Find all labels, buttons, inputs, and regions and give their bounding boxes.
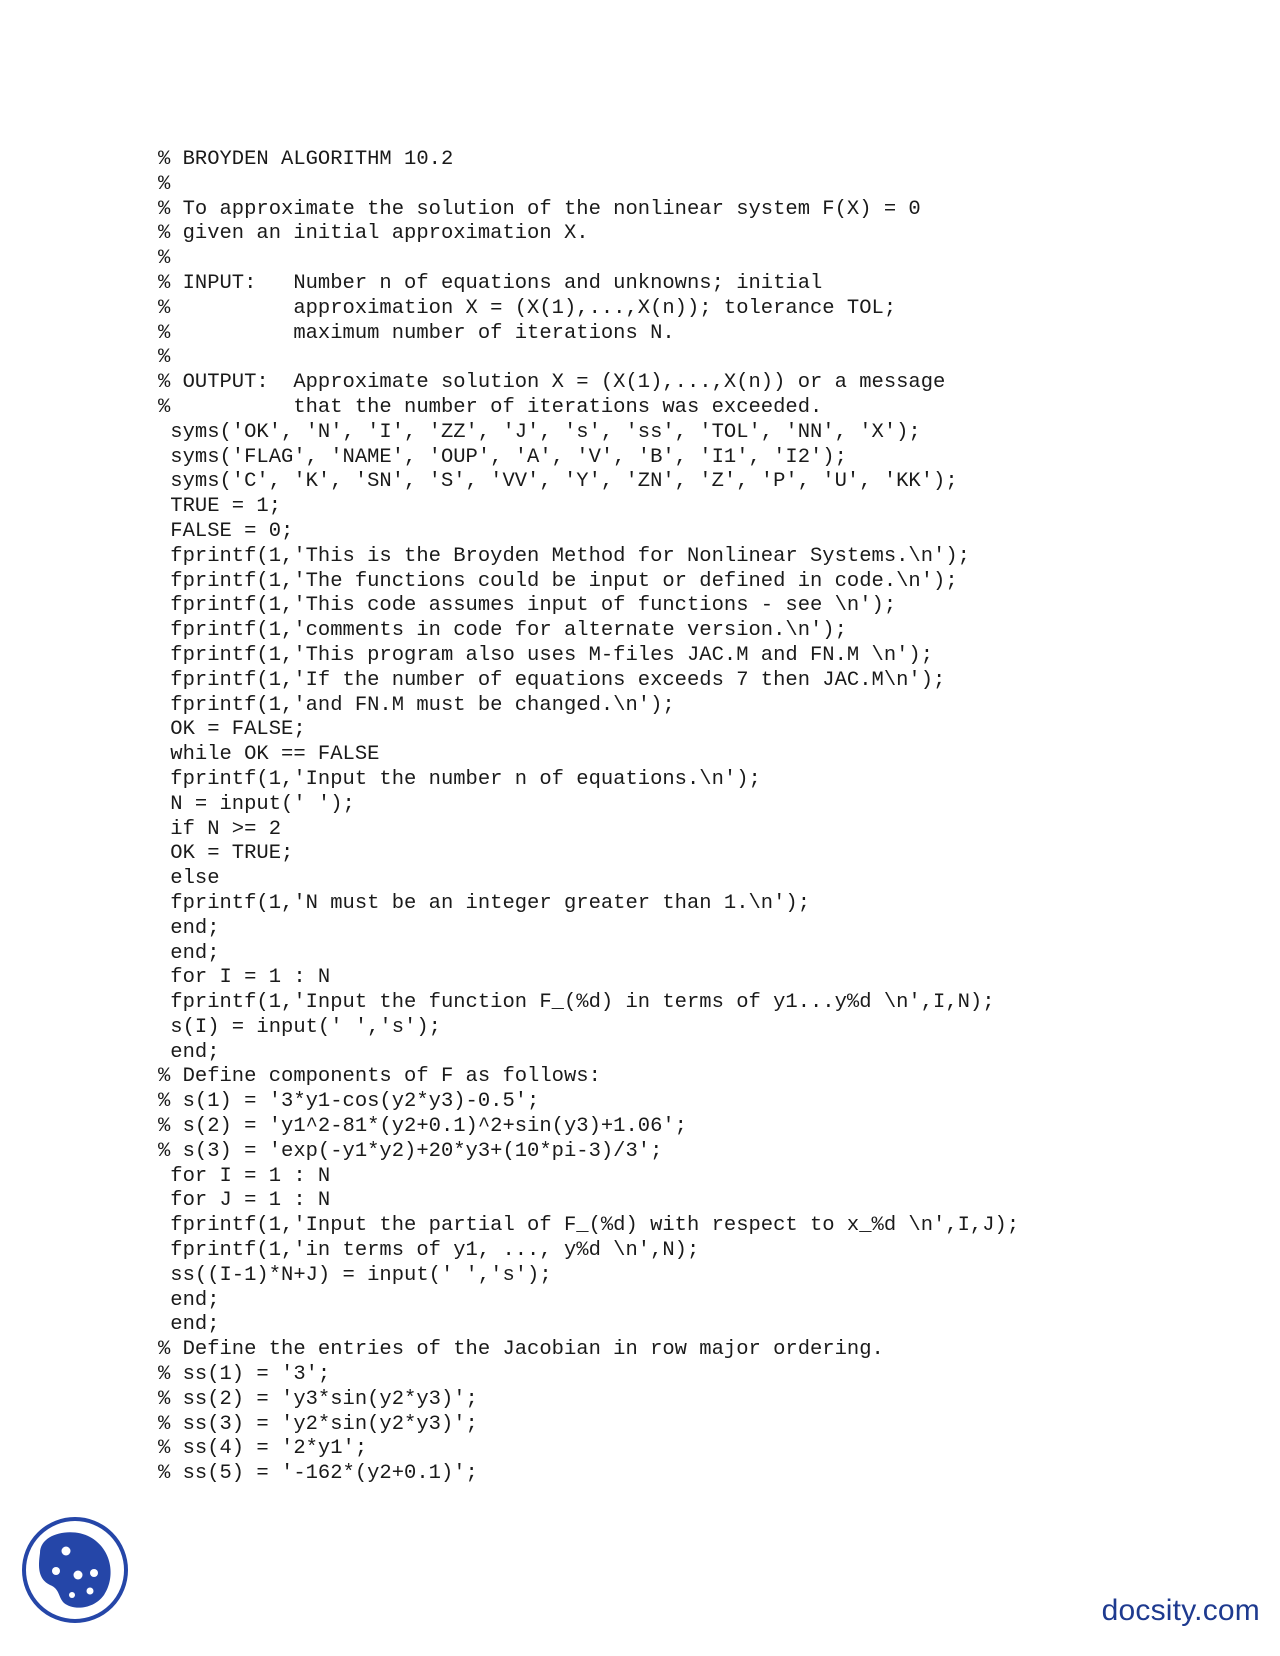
code-line: TRUE = 1; <box>158 495 282 519</box>
code-line: syms('C', 'K', 'SN', 'S', 'VV', 'Y', 'ZN', 'Z', 'P', 'U', 'KK'); <box>158 470 958 494</box>
code-line: % ss(5) = '-162*(y2+0.1)'; <box>158 1462 478 1486</box>
code-line: N = input(' '); <box>158 792 355 816</box>
code-line: % To approximate the solution of the nonlinear system F(X) = 0 <box>158 197 921 221</box>
code-line: end; <box>158 1288 220 1312</box>
code-line: % given an initial approximation X. <box>158 222 589 246</box>
code-line: % Define components of F as follows: <box>158 1065 601 1089</box>
code-line: % <box>158 172 171 196</box>
code-line: ss((I-1)*N+J) = input(' ','s'); <box>158 1263 552 1287</box>
code-line: fprintf(1,'and FN.M must be changed.\n'); <box>158 693 675 717</box>
code-line: % s(1) = '3*y1-cos(y2*y3)-0.5'; <box>158 1090 540 1114</box>
code-line: % BROYDEN ALGORITHM 10.2 <box>158 148 454 171</box>
code-line: fprintf(1,'N must be an integer greater than 1.\n'); <box>158 891 811 915</box>
code-line: % approximation X = (X(1),...,X(n)); tolerance TOL; <box>158 296 897 320</box>
code-line: fprintf(1,'This is the Broyden Method for Nonlinear Systems.\n'); <box>158 544 970 568</box>
code-listing <box>158 148 1019 1487</box>
code-line: fprintf(1,'Input the number n of equations.\n'); <box>158 767 761 791</box>
code-line: s(I) = input(' ','s'); <box>158 1015 441 1039</box>
code-line: % that the number of iterations was exceeded. <box>158 395 823 419</box>
code-line: for I = 1 : N <box>158 966 331 990</box>
code-line: fprintf(1,'This code assumes input of functions - see \n'); <box>158 594 897 618</box>
code-line: fprintf(1,'Input the function F_(%d) in terms of y1...y%d \n',I,N); <box>158 991 995 1015</box>
code-line: end; <box>158 1313 220 1337</box>
code-line: while OK == FALSE <box>158 743 380 767</box>
code-line: % Define the entries of the Jacobian in row major ordering. <box>158 1338 884 1362</box>
code-line: OK = TRUE; <box>158 842 294 866</box>
code-line: % <box>158 346 171 370</box>
code-line: % ss(2) = 'y3*sin(y2*y3)'; <box>158 1387 478 1411</box>
code-line: fprintf(1,'comments in code for alternate version.\n'); <box>158 619 847 643</box>
docsity-logo-icon[interactable] <box>20 1515 130 1625</box>
code-line: end; <box>158 916 220 940</box>
code-line: OK = FALSE; <box>158 718 306 742</box>
code-line: % ss(3) = 'y2*sin(y2*y3)'; <box>158 1412 478 1436</box>
code-line: end; <box>158 941 220 965</box>
code-line: % ss(4) = '2*y1'; <box>158 1437 368 1461</box>
code-line: % s(2) = 'y1^2-81*(y2+0.1)^2+sin(y3)+1.06'; <box>158 1115 687 1139</box>
code-line: fprintf(1,'The functions could be input or defined in code.\n'); <box>158 569 958 593</box>
code-line: fprintf(1,'This program also uses M-files JAC.M and FN.M \n'); <box>158 643 934 667</box>
code-line: FALSE = 0; <box>158 519 294 543</box>
code-line: for J = 1 : N <box>158 1189 331 1213</box>
code-line: % INPUT: Number n of equations and unknowns; initial <box>158 271 823 295</box>
code-line: end; <box>158 1040 220 1064</box>
code-line: syms('FLAG', 'NAME', 'OUP', 'A', 'V', 'B', 'I1', 'I2'); <box>158 445 847 469</box>
docsity-brand-link[interactable]: docsity.com <box>1101 1594 1260 1627</box>
code-line: % <box>158 247 171 271</box>
code-line: for I = 1 : N <box>158 1164 331 1188</box>
code-line: else <box>158 867 220 891</box>
code-line: syms('OK', 'N', 'I', 'ZZ', 'J', 's', 'ss', 'TOL', 'NN', 'X'); <box>158 420 921 444</box>
code-line: if N >= 2 <box>158 817 282 841</box>
code-line: % maximum number of iterations N. <box>158 321 675 345</box>
code-line: % ss(1) = '3'; <box>158 1363 331 1387</box>
code-line: fprintf(1,'in terms of y1, ..., y%d \n',N); <box>158 1239 700 1263</box>
code-line: % OUTPUT: Approximate solution X = (X(1),...,X(n)) or a message <box>158 371 946 395</box>
code-line: % s(3) = 'exp(-y1*y2)+20*y3+(10*pi-3)/3'; <box>158 1139 663 1163</box>
docsity-logo-graphic <box>20 1515 130 1625</box>
code-line: fprintf(1,'If the number of equations exceeds 7 then JAC.M\n'); <box>158 668 946 692</box>
code-line: fprintf(1,'Input the partial of F_(%d) with respect to x_%d \n',I,J); <box>158 1214 1020 1238</box>
